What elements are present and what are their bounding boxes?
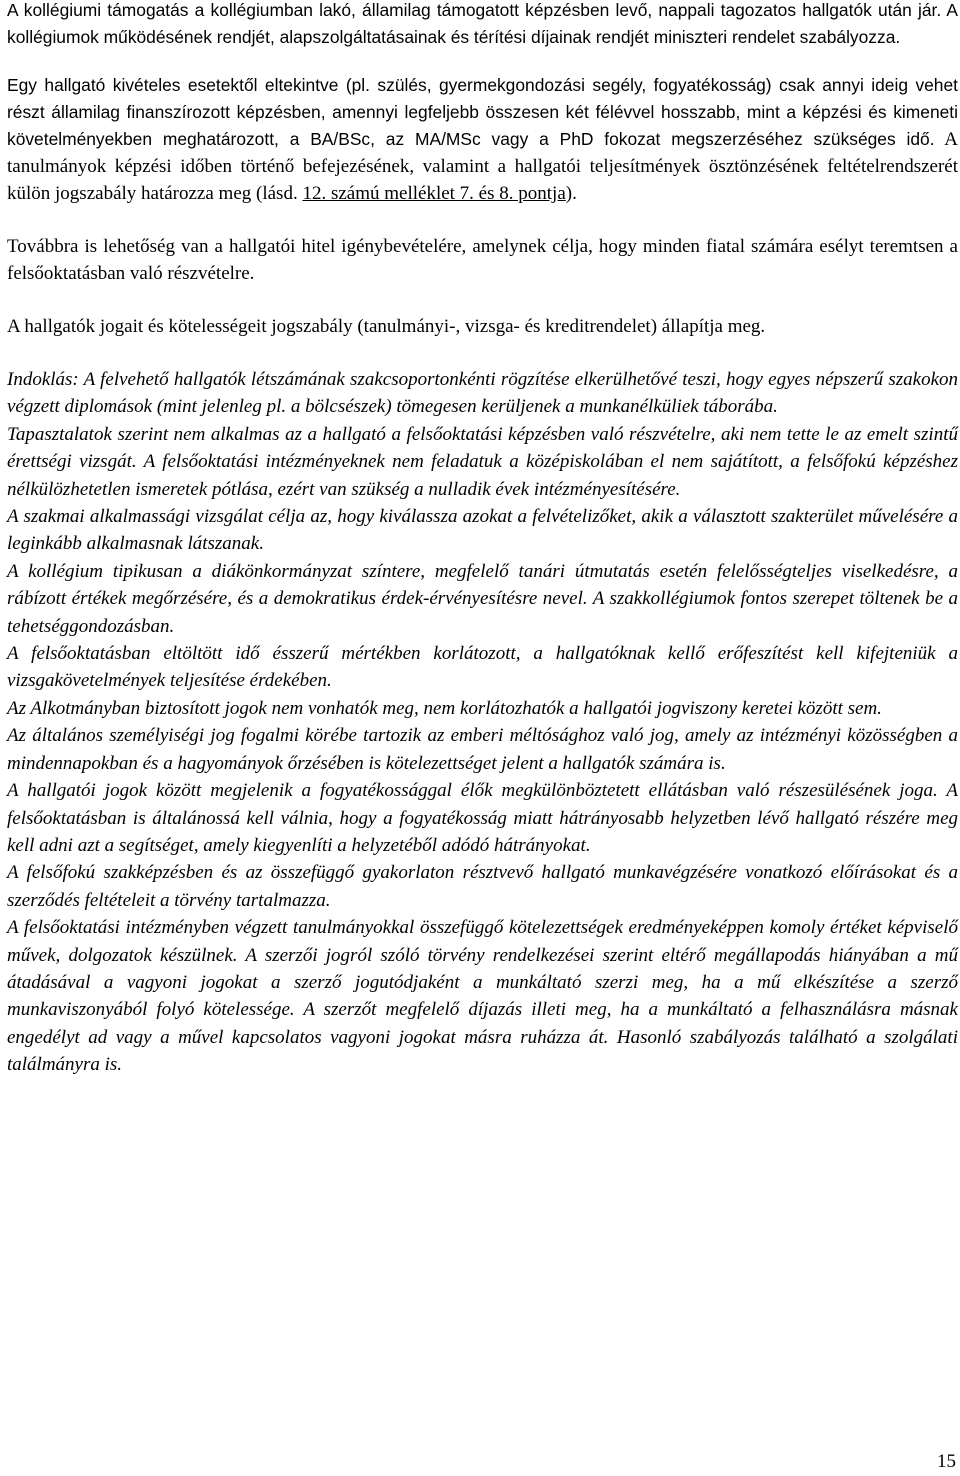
document-body <box>7 0 958 1079</box>
paragraph-student-loan: Továbbra is lehetőség van a hallgatói hitel igénybevételére, amelynek célja, hogy minden fiatal számára esélyt teremtsen a felsőoktatásban való részvételre. <box>7 236 958 284</box>
paragraph-student-rights: A hallgatók jogait és kötelességeit jogszabály (tanulmányi-, vizsga- és kreditrendelet) állapítja meg. <box>7 316 766 337</box>
annex-reference-close: ). <box>565 183 577 204</box>
paragraph-funded-study-duration <box>7 72 958 207</box>
reasoning-paragraph-2: Tapasztalatok szerint nem alkalmas az a hallgató a felsőoktatási képzésben való részvételre, aki nem tette le az emelt szintű érettségi vizsgát. A felsőoktatási intézményeknek nem feladatuk a középiskolában el nem sajátított, a felsőfokú képzéshez nélkülözhetetlen ismeretek pótlása, ezért van szükség a nulladik évek intézményesítésére. <box>7 423 958 500</box>
reasoning-paragraph-1: Indoklás: A felvehető hallgatók létszámának szakcsoportonkénti rögzítése elkerülhetővé teszi, hogy egyes népszerű szakokon végzett diplomások (mint jelenleg pl. a bölcsészek) tömegesen kerüljenek a munkanélküliek táborába. <box>7 369 958 418</box>
reasoning-paragraph-9: A felsőfokú szakképzésben és az összefüggő gyakorlaton résztvevő hallgató munkavégzésére vonatkozó előírásokat és a szerződés feltételeit a törvény tartalmazza. <box>7 862 958 911</box>
reasoning-paragraph-4: A kollégium tipikusan a diákönkormányzat színtere, megfelelő tanári útmutatás esetén felelősségteljes viselkedésre, a rábízott értékek megőrzésére, és a demokratikus érdek-érvényesítésre nevel. A szakkollégiumok fontos szerepet töltenek be a tehetséggondozásban. <box>7 560 958 637</box>
reasoning-paragraph-8: A hallgatói jogok között megjelenik a fogyatékossággal élők megkülönböztetett ellátásban való részesülésének joga. A felsőoktatásban is általánossá kell válnia, hogy a fogyatékosság miatt hátrányosabb helyzetben lévő hallgató részére meg kell adni azt a segítséget, amely kiegyenlíti a helyzetéből adódó hátrányokat. <box>7 780 958 856</box>
reasoning-paragraph-6: Az Alkotmányban biztosított jogok nem vonhatók meg, nem korlátozhatók a hallgatói jogviszony keretei között sem. <box>7 697 882 719</box>
reasoning-paragraph-5: A felsőoktatásban eltöltött idő ésszerű mértékben korlátozott, a hallgatóknak kellő erőfeszítést kell kifejteniük a vizsgakövetelmények teljesítése érdekében. <box>7 643 958 692</box>
paragraph-dormitory-support: A kollégiumi támogatás a kollégiumban lakó, államilag támogatott képzésben levő, nappali tagozatos hallgatók után jár. A kollégiumok működésének rendjét, alapszolgáltatásainak és térítési díjainak rendjét miniszteri rendelet szabályozza. <box>7 0 958 47</box>
paragraph-study-completion-text: A tanulmányok képzési időben történő befejezésének, valamint a hallgatói teljesítmények ösztönzésének feltételrendszerét külön jogszabály határozza meg (lásd. <box>7 129 958 204</box>
annex-reference-link[interactable]: 12. számú melléklet 7. és 8. pontja <box>302 183 566 204</box>
reasoning-paragraph-3: A szakmai alkalmassági vizsgálat célja az, hogy kiválassza azokat a felvételizőket, akik a választott szakterület művelésére a leginkább alkalmasnak látszanak. <box>7 506 958 555</box>
reasoning-paragraph-10: A felsőoktatási intézményben végzett tanulmányokkal összefüggő kötelezettségek eredményeképpen komoly értéket képviselő művek, dolgozatok készülnek. A szerzői jogról szóló törvény rendelkezései szerint eltérő megállapodás hiányában a mű átadásával a vagyoni jogokat a szerző jogutódjaként a munkáltató szerzi meg, ha a mű elkészítése a szerző munkaviszonyából folyó kötelessége. A szerzőt megfelelő díjazás illeti meg, ha a munkáltató a felhasználásra másnak engedélyt ad vagy a művel kapcsolatos vagyoni jogokat másra ruházza át. Hasonló szabályozás található a szolgálati találmányra is. <box>7 917 958 1076</box>
paragraph-funded-study-duration-text: Egy hallgató kivételes esetektől eltekintve (pl. szülés, gyermekgondozási segély, fogyatékosság) csak annyi ideig vehet részt államilag finanszírozott képzésben, amennyi legfeljebb összesen két félévvel hosszabb, mint a képzési és kimeneti követelményekben meghatározott, a BA/BSc, az MA/MSc vagy a PhD fokozat megszerzéséhez szükséges idő. <box>7 75 958 149</box>
reasoning-paragraph-7: Az általános személyiségi jog fogalmi körébe tartozik az emberi méltósághoz való jog, amely az intézményi közösségben a mindennapokban és a hagyományok őrzésében is kötelezettséget jelent a hallgatók számára is. <box>7 725 958 774</box>
page-number: 15 <box>937 1451 956 1472</box>
